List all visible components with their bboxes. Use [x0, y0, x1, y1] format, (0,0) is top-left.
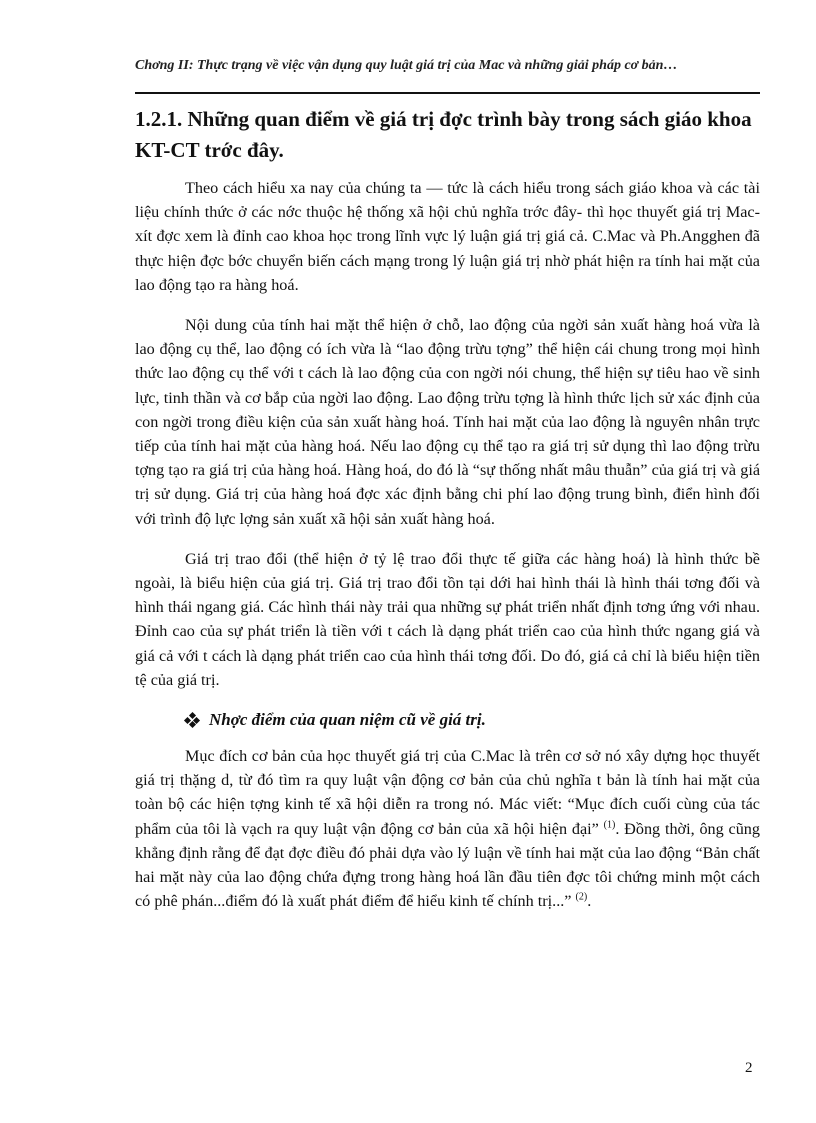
document-body [135, 176, 760, 929]
footnote-ref-1: (1) [603, 819, 616, 831]
running-header: Chơng II: Thực trạng về việc vận dụng quy luật giá trị của Mac và những giải pháp cơ bản… [135, 58, 678, 73]
diamond-bullet-icon [185, 713, 199, 727]
paragraph-2: Nội dung của tính hai mặt thể hiện ở chỗ, lao động của ngời sản xuất hàng hoá vừa là lao động cụ thể, lao động có ích vừa là “lao động trừu tợng” thể hiện cái chung trong mọi hình thức lao động cụ thể với t cách là lao động của con ngời nói chung, thể hiện sự tiêu hao về sinh lực, tinh thần và cơ bắp của ngời lao động. Lao động trừu tợng là hình thức lịch sử xác định của con ngời trong điều kiện của sản xuất hàng hoá. Tính hai mặt của lao động là nguyên nhân trực tiếp của tính hai mặt của hàng hoá. Nếu lao động cụ thể tạo ra giá trị sử dụng thì lao động trừu tợng tạo ra giá trị của hàng hoá. Hàng hoá, do đó là “sự thống nhất mâu thuẫn” của giá trị và giá trị sử dụng. Giá trị của hàng hoá đợc xác định bằng chi phí lao động trung bình, điển hình đối với trình độ lực lợng sản xuất xã hội sản xuất hàng hoá. [135, 316, 760, 528]
paragraph-4 [135, 744, 760, 913]
section-title: 1.2.1. Những quan điểm về giá trị đợc trình bày trong sách giáo khoa KT-CT trớc đây. [135, 107, 752, 162]
footnote-ref-2: (2) [575, 891, 588, 903]
page-number: 2 [745, 1060, 753, 1076]
paragraph-4-part3: . [587, 892, 592, 911]
paragraph-1: Theo cách hiểu xa nay của chúng ta — tức là cách hiểu trong sách giáo khoa và các tài liệu chính thức ở các nớc thuộc hệ thống xã hội chủ nghĩa trớc đây- thì học thuyết giá trị Mac-xít đợc xem là đỉnh cao khoa học trong lĩnh vực lý luận giá trị giá cả. C.Mac và Ph.Angghen đã thực hiện đợc bớc chuyển biến cách mạng trong lý luận giá trị nhờ phát hiện ra tính hai mặt của lao động tạo ra hàng hoá. [135, 179, 760, 294]
subheading-text: Nhợc điểm của quan niệm cũ về giá trị. [209, 710, 486, 730]
paragraph-3: Giá trị trao đổi (thể hiện ở tỷ lệ trao đổi thực tế giữa các hàng hoá) là hình thức bề ngoài, là biểu hiện của giá trị. Giá trị trao đổi tồn tại dới hai hình thái là hình thái tơng đối và hình thái ngang giá. Các hình thái này trải qua những sự phát triển nhất định tơng ứng với nhau. Đỉnh cao của sự phát triển là tiền với t cách là dạng phát triển cao của hình thức ngang giá và giá cả với t cách là dạng phát triển cao của hình thái tơng đối. Do đó, giá cả chỉ là biểu hiện tiền tệ của giá trị. [135, 549, 760, 689]
subheading [185, 708, 760, 732]
paragraph-4-part2: . Đồng thời, ông cũng khẳng định rằng để đạt đợc điều đó phải dựa vào lý luận về tính hai mặt của lao động “Bản chất hai mặt này của lao động chứa đựng trong hàng hoá lần đầu tiên đợc tôi chứng minh một cách có phê phán...điểm đó là xuất phát điểm để hiểu kinh tế chính trị...” [135, 819, 760, 911]
paragraph-4-part1: Mục đích cơ bản của học thuyết giá trị của C.Mac là trên cơ sở nó xây dựng học thuyết giá trị thặng d, từ đó tìm ra quy luật vận động cơ bản của chủ nghĩa t bản là tính hai mặt của toàn bộ các hiện tợng kinh tế xã hội diễn ra trong nó. Mác viết: “Mục đích cuối cùng của tác phẩm của tôi là vạch ra quy luật vận động cơ bản của xã hội hiện đại” [135, 747, 760, 838]
header-rule [135, 92, 760, 94]
